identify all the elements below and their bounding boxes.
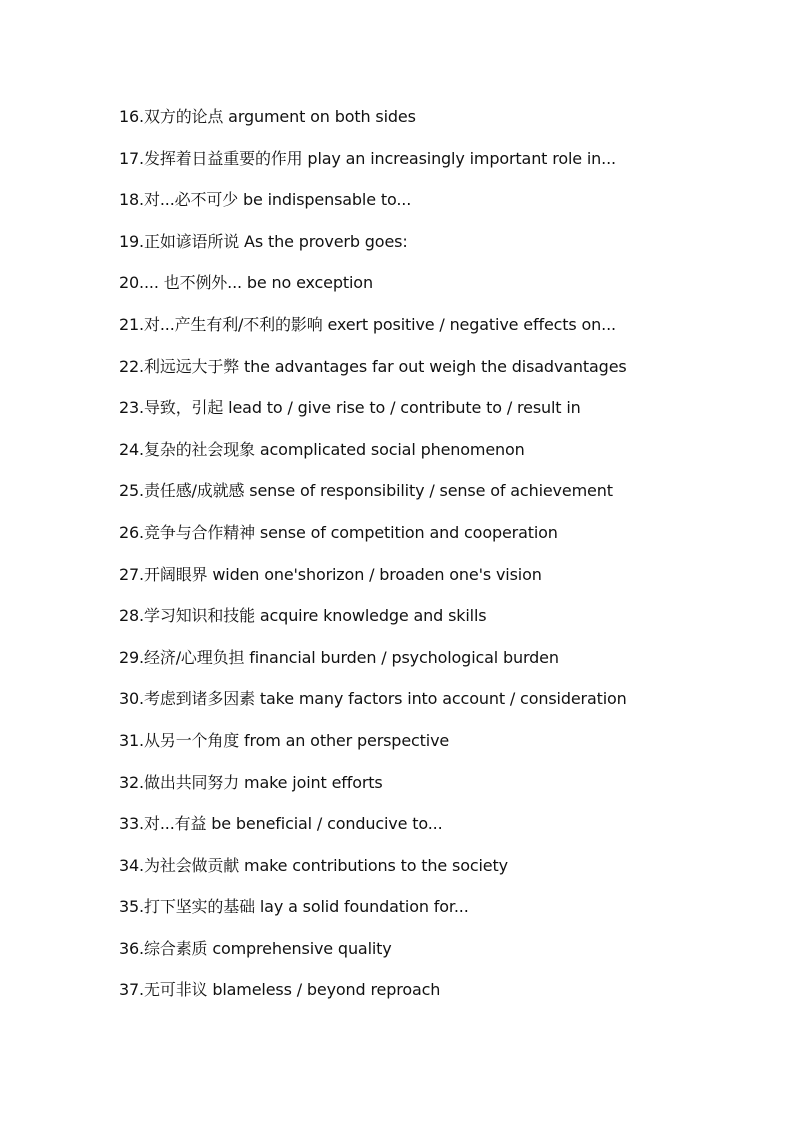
phrase-line: 19.正如谚语所说 As the proverb goes: — [119, 231, 408, 251]
phrase-line: 21.对...产生有利/不利的影响 exert positive / negative effects on... — [119, 314, 616, 334]
phrase-line: 22.利远远大于弊 the advantages far out weigh the disadvantages — [119, 356, 627, 376]
phrase-line: 32.做出共同努力 make joint efforts — [119, 772, 383, 792]
phrase-line: 29.经济/心理负担 financial burden / psychological burden — [119, 647, 559, 667]
phrase-line: 28.学习知识和技能 acquire knowledge and skills — [119, 606, 487, 626]
phrase-line: 25.责任感/成就感 sense of responsibility / sense of achievement — [119, 481, 613, 501]
phrase-line: 31.从另一个角度 from an other perspective — [119, 730, 450, 750]
phrase-line: 27.开阔眼界 widen one'shorizon / broaden one's vision — [119, 564, 542, 584]
phrase-list — [119, 105, 759, 1020]
phrase-line: 26.竞争与合作精神 sense of competition and cooperation — [119, 522, 558, 542]
phrase-line: 24.复杂的社会现象 acomplicated social phenomenon — [119, 439, 525, 459]
phrase-line: 16.双方的论点 argument on both sides — [119, 107, 416, 126]
phrase-line: 34.为社会做贡献 make contributions to the society — [119, 855, 508, 875]
phrase-line: 17.发挥着日益重要的作用 play an increasingly important role in... — [119, 148, 616, 168]
phrase-line: 36.综合素质 comprehensive quality — [119, 938, 392, 958]
phrase-line: 33.对...有益 be beneficial / conducive to... — [119, 814, 443, 834]
phrase-line: 20.... 也不例外... be no exception — [119, 273, 373, 293]
phrase-line: 18.对...必不可少 be indispensable to... — [119, 190, 412, 210]
phrase-line: 30.考虑到诸多因素 take many factors into account / consideration — [119, 689, 627, 709]
phrase-line: 35.打下坚实的基础 lay a solid foundation for... — [119, 897, 469, 917]
phrase-line: 37.无可非议 blameless / beyond reproach — [119, 980, 441, 1000]
phrase-line: 23.导致，引起 lead to / give rise to / contribute to / result in — [119, 398, 581, 418]
